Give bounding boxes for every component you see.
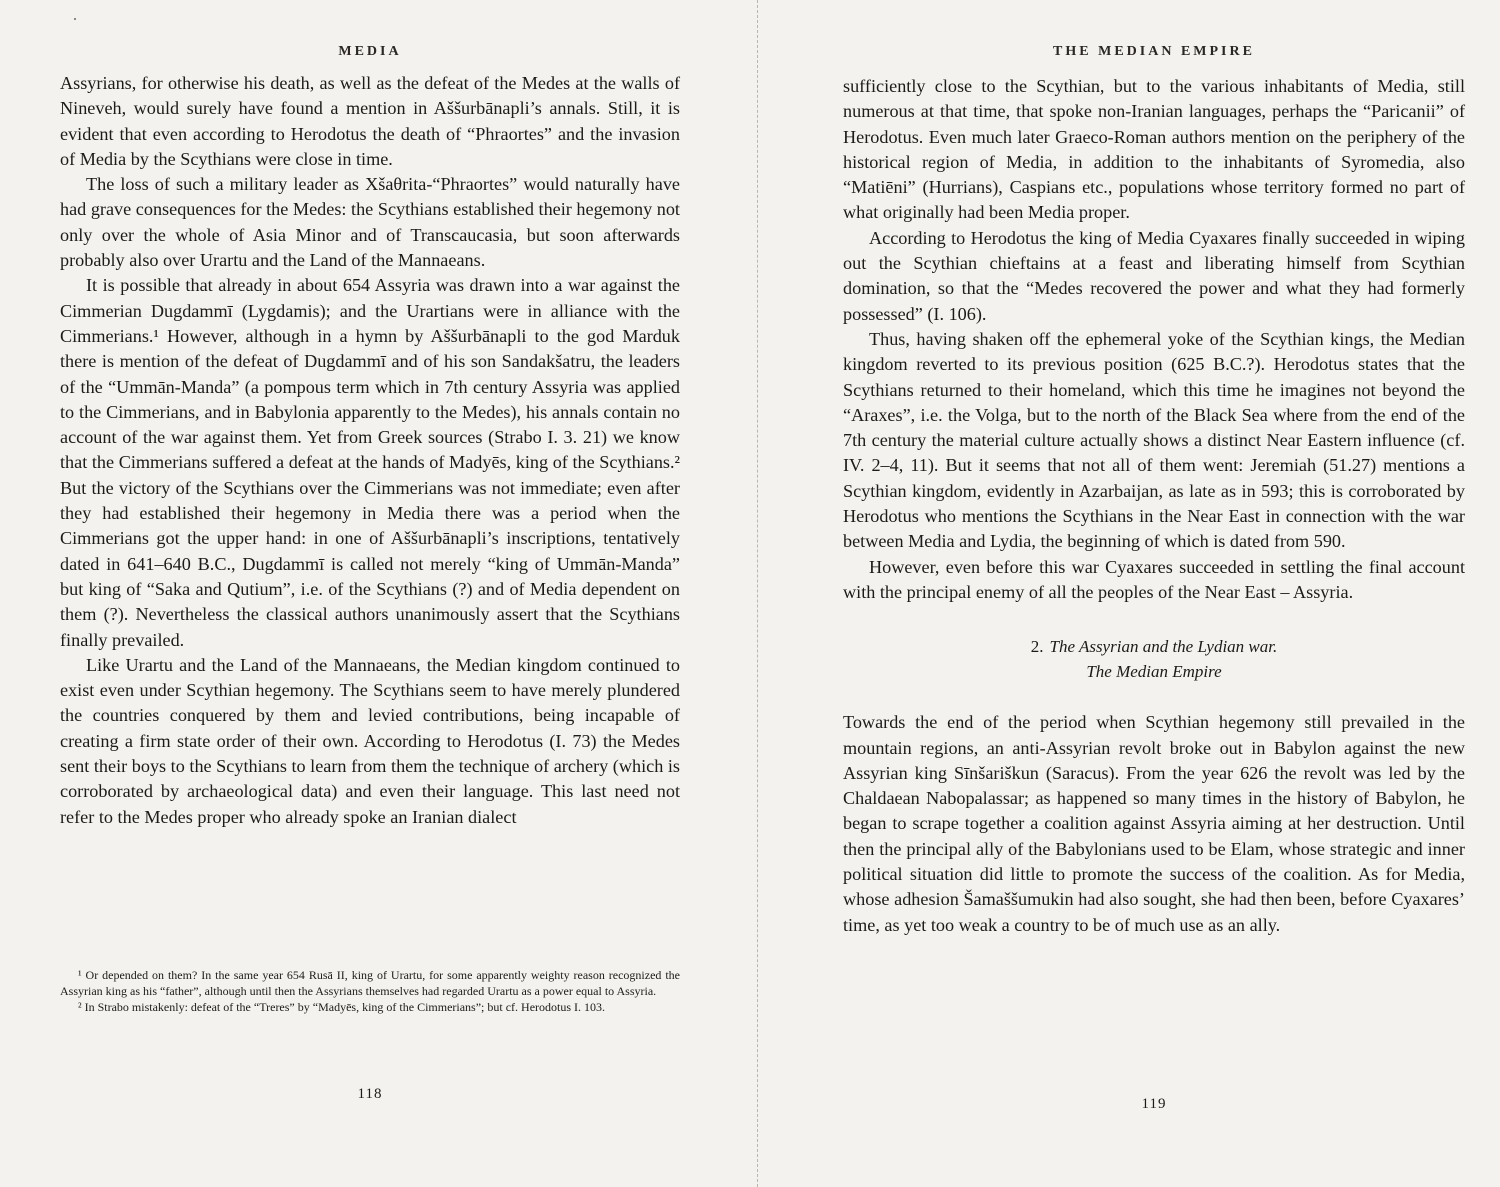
paragraph: According to Herodotus the king of Media Cyaxares finally succeeded in wiping out the Scythian chieftains at a feast and liberating himself from Scythian domination, so that the “Medes recovered the power and what they had formerly possessed” (I. 106). xyxy=(843,227,1465,324)
paragraph: However, even before this war Cyaxares succeeded in settling the final account with the principal enemy of all the peoples of the Near East – Assyria. xyxy=(843,556,1465,602)
footnote: ¹ Or depended on them? In the same year 654 Rusā II, king of Urartu, for some apparently weighty reason recognized the Assyrian king as his “father”, although until then the Assyrians themselves had regarded Urartu as a power equal to Assyria. xyxy=(60,968,680,998)
body-text xyxy=(843,74,1465,938)
section-title-line1: The Assyrian and the Lydian war. xyxy=(1049,637,1278,657)
paragraph: Thus, having shaken off the ephemeral yoke of the Scythian kings, the Median kingdom reverted to its previous position (625 B.C.?). Herodotus states that the Scythians returned to their homeland, which this time he imagines not beyond the “Araxes”, i.e. the Volga, but to the north of the Black Sea where from the end of the 7th century the material culture actually shows a distinct Near Eastern influence (cf. IV. 2–4, 11). But it seems that not all of them went: Jeremiah (51.27) mentions a Scythian kingdom, evidently in Azarbaijan, as late as in 593; this is corroborated by Herodotus who mentions the Scythians in the Near East in connection with the war between Media and Lydia, the beginning of which is dated from 590. xyxy=(843,328,1465,552)
section-heading xyxy=(843,634,1465,684)
paragraph: Towards the end of the period when Scythian hegemony still prevailed in the mountain regions, an anti-Assyrian revolt broke out in Babylon against the new Assyrian king Sīnšariškun (Saracus). From the year 626 the revolt was led by the Chaldaean Nabopalassar; as happened so many times in the history of Babylon, he began to scrape together a coalition against Assyria aiming at her destruction. Until then the principal ally of the Babylonians used to be Elam, whose strategic and inner political situation did little to promote the success of the coalition. As for Media, whose adhesion Šamaššumukin had also sought, she had then been, before Cyaxares’ time, as yet too weak a country to be of much use as an ally. xyxy=(843,712,1465,935)
page-number: 118 xyxy=(357,1086,383,1102)
left-page xyxy=(60,0,680,1187)
paragraph: Like Urartu and the Land of the Mannaeans, the Median kingdom continued to exist even under Scythian hegemony. The Scythians seem to have merely plundered the countries conquered by them and levied contributions, being incapable of creating a firm state order of their own. According to Herodotus (I. 73) the Medes sent their boys to the Scythians to learn from them the technique of archery (which is corroborated by archaeological data) and even their language. This last need not refer to the Medes proper who already spoke an Iranian dialect xyxy=(60,654,680,827)
running-head: MEDIA xyxy=(338,44,402,59)
page-gutter xyxy=(757,0,758,1187)
section-number: 2. xyxy=(1030,637,1044,657)
body-text xyxy=(60,71,680,830)
footnotes xyxy=(60,967,680,1015)
paragraph: The loss of such a military leader as Xšaθrita-“Phraortes” would naturally have had grave consequences for the Medes: the Scythians established their hegemony not only over the whole of Asia Minor and of Transcaucasia, but soon afterwards probably also over Urartu and the Land of the Mannaeans. xyxy=(60,174,680,271)
paragraph: sufficiently close to the Scythian, but to the various inhabitants of Media, still numerous at that time, that spoke non-Iranian languages, perhaps the “Paricanii” of Herodotus. Even much later Graeco-Roman authors mention on the periphery of the historical region of Media, in addition to the inhabitants of Syromedia, also “Matiēni” (Hurrians), Caspians etc., populations whose territory formed no part of what originally had been Media proper. xyxy=(843,76,1465,223)
running-head: THE MEDIAN EMPIRE xyxy=(1053,44,1255,59)
paragraph: It is possible that already in about 654 Assyria was drawn into a war against the Cimmerian Dugdammī (Lygdamis); and the Urartians were in alliance with the Cimmerians.¹ However, although in a hymn by Aššurbānapli to the god Marduk there is mention of the defeat of Dugdammī and of his son Sandakšatru, the leaders of the “Ummān-Manda” (a pompous term which in 7th century Assyria was applied to the Cimmerians, and in Babylonia apparently to the Medes), his annals contain no account of the war against them. Yet from Greek sources (Strabo I. 3. 21) we know that the Cimmerians suffered a defeat at the hands of Madyēs, king of the Scythians.² But the victory of the Scythians over the Cimmerians was not immediate; even after they had established their hegemony in Media there was a period when the Cimmerians got the upper hand: in one of Aššurbānapli’s inscriptions, tentatively dated in 641–640 B.C., Dugdammī is called not merely “king of Ummān-Manda” but king of “Saka and Qutium”, i.e. of the Scythians (?) and of Media dependent on them (?). Nevertheless the classical authors unanimously assert that the Scythians finally prevailed. xyxy=(60,275,680,650)
page-number: 119 xyxy=(1141,1096,1167,1112)
footnote: ² In Strabo mistakenly: defeat of the “Treres” by “Madyēs, king of the Cimmerians”; but cf. Herodotus I. 103. xyxy=(78,1000,606,1014)
paragraph: Assyrians, for otherwise his death, as well as the defeat of the Medes at the walls of Nineveh, would surely have found a mention in Aššurbānapli’s annals. Still, it is evident that even according to Herodotus the death of “Phraortes” and the invasion of Media by the Scythians were close in time. xyxy=(60,73,680,169)
section-title-line2: The Median Empire xyxy=(1086,662,1222,682)
right-page xyxy=(843,0,1465,1187)
